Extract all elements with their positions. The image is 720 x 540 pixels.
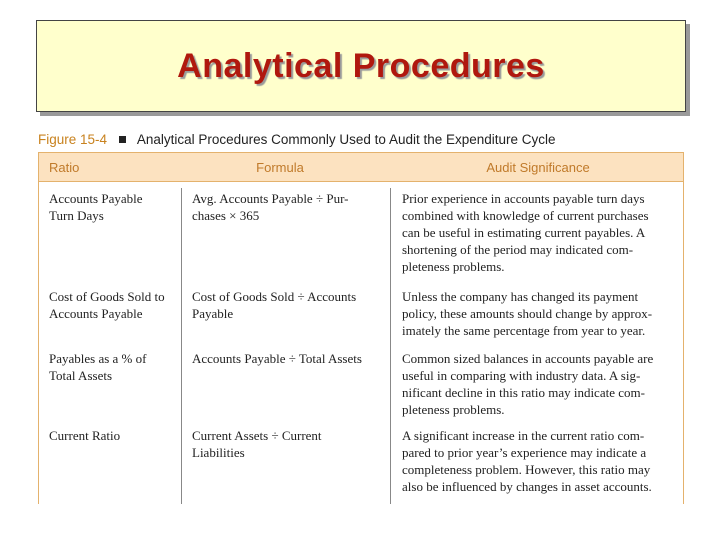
significance-cell: Unless the company has changed its payment policy, these amounts should change by approx- imately the same percentage from year to year. bbox=[402, 289, 653, 338]
title-box bbox=[36, 20, 686, 112]
formula-cell: Avg. Accounts Payable ÷ Pur- chases × 365 bbox=[192, 191, 349, 223]
significance-cell: A significant increase in the current ratio com- pared to prior year’s experience may indicate a completeness problem. However, this ratio may also be influenced by changes in asset accounts. bbox=[402, 428, 652, 494]
column-divider bbox=[390, 188, 391, 504]
formula-cell: Accounts Payable ÷ Total Assets bbox=[192, 351, 362, 366]
formula-cell: Current Assets ÷ Current Liabilities bbox=[192, 428, 322, 460]
slide-title: Analytical Procedures bbox=[177, 46, 545, 85]
table-header bbox=[39, 152, 683, 182]
square-bullet-icon bbox=[119, 136, 126, 143]
ratio-cell: Payables as a % of Total Assets bbox=[49, 351, 147, 383]
figure-caption bbox=[38, 132, 688, 147]
ratio-cell: Current Ratio bbox=[49, 428, 121, 443]
ratio-table bbox=[38, 152, 684, 504]
column-divider bbox=[181, 188, 182, 504]
formula-cell: Cost of Goods Sold ÷ Accounts Payable bbox=[192, 289, 357, 321]
header-audit-significance: Audit Significance bbox=[486, 160, 590, 175]
significance-cell: Common sized balances in accounts payable are useful in comparing with industry data. A sig- nificant decline in this ratio may indicate com- pleteness problems. bbox=[402, 351, 654, 417]
ratio-cell: Cost of Goods Sold to Accounts Payable bbox=[49, 289, 165, 321]
header-ratio: Ratio bbox=[49, 160, 80, 175]
header-formula: Formula bbox=[256, 160, 304, 175]
figure-label: Figure 15-4 bbox=[38, 132, 108, 147]
significance-cell: Prior experience in accounts payable turn days combined with knowledge of current purchases can be useful in estimating current payables. A shortening of the period may indicated com- pleteness problems. bbox=[402, 191, 649, 274]
figure-caption-text: Analytical Procedures Commonly Used to Audit the Expenditure Cycle bbox=[136, 132, 556, 147]
ratio-cell: Accounts Payable Turn Days bbox=[49, 191, 143, 223]
